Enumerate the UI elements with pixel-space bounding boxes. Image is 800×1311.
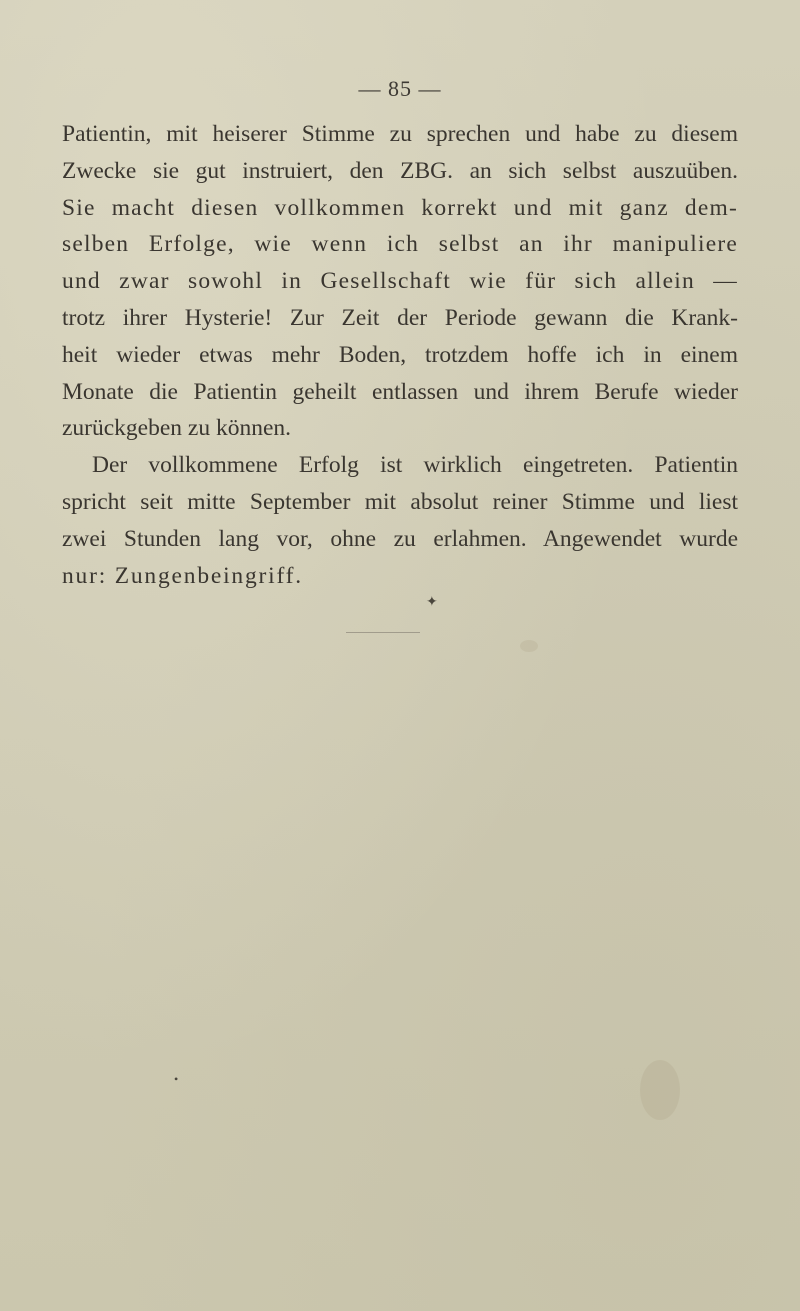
text-line: nur: Zungenbeingriff.: [62, 562, 303, 589]
page-number: — 85 —: [358, 76, 442, 101]
text-line: Zwecke sie gut instruiert, den ZBG. an sich selbst auszuüben.: [62, 157, 738, 184]
ink-speck: ✦: [426, 595, 438, 610]
text-line: Patientin, mit heiserer Stimme zu sprechen und habe zu diesem: [62, 121, 738, 147]
text-line: trotz ihrer Hysterie! Zur Zeit der Periode gewann die Krank-: [62, 304, 738, 331]
text-line: zwei Stunden lang vor, ohne zu erlahmen. Angewendet wurde: [62, 525, 738, 552]
text-line: zurückgeben zu können.: [62, 415, 292, 442]
ink-speck: •: [174, 1072, 179, 1086]
paper-stain: [640, 1060, 680, 1120]
body-text: [62, 116, 738, 594]
text-line: und zwar sowohl in Gesellschaft wie für sich allein —: [62, 268, 738, 295]
text-line: selben Erfolge, wie wenn ich selbst an ihr manipuliere: [62, 231, 738, 258]
text-line: Der vollkommene Erfolg ist wirklich eingetreten. Patientin: [92, 452, 738, 479]
text-line: heit wieder etwas mehr Boden, trotzdem hoffe ich in einem: [62, 341, 738, 368]
text-line: spricht seit mitte September mit absolut reiner Stimme und liest: [62, 488, 738, 515]
text-line: Monate die Patientin geheilt entlassen und ihrem Berufe wieder: [62, 378, 738, 405]
section-divider: [346, 632, 420, 633]
text-line: Sie macht diesen vollkommen korrekt und mit ganz dem-: [62, 194, 738, 221]
paper-stain: [520, 640, 538, 652]
